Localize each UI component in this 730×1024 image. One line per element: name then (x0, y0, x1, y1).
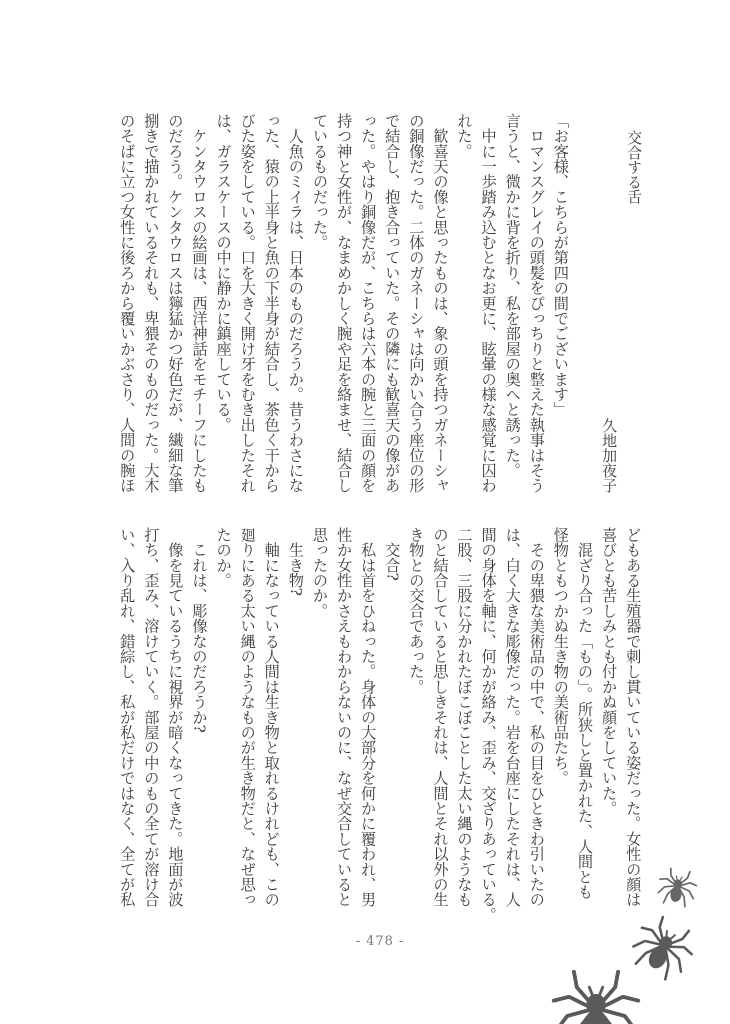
text-column: 喜びとも苦しみとも付かぬ顔をしていた。 (600, 527, 619, 816)
text-column: 交合? (383, 527, 402, 581)
text-column: 私は首をひねった。身体の大部分を何かに覆われ、男 (359, 527, 378, 907)
text-column: 軸になっている人間は生き物と取れるけれども、この (262, 527, 281, 907)
text-column: 像を見ているうちに視界が暗くなってきた。地面が波 (166, 527, 185, 907)
text-column: びた姿をしている。口を大きく開け牙をむき出したそれ (238, 113, 257, 493)
spider-icon (653, 865, 702, 914)
text-column: のそばに立つ女性に後ろから覆いかぶさり、人間の腕ほ (118, 113, 137, 493)
text-column: ているものだった。 (310, 113, 329, 250)
text-column: は、白く大きな彫像だった。岩を台座にしたそれは、人 (503, 527, 522, 907)
text-column: のだろう。ケンタウロスは獰猛かつ好色だが、繊細な筆 (166, 113, 185, 493)
story-title: 交合する舌 (625, 130, 643, 204)
text-column: 「お客様、こちらが第四の間でございます」 (551, 113, 570, 417)
text-column: 生き物? (286, 527, 305, 596)
spider-icon (548, 968, 644, 1024)
text-column: い、入り乱れ、錯綜し、私が私だけではなく、全てが私 (118, 527, 137, 907)
text-column: 捌きで描かれているそれも、卑猥そのものだった。大木 (142, 113, 161, 493)
text-column: 中に一歩踏み込むとなお更に、眩暈の様な感覚に囚わ (479, 113, 498, 493)
text-column: れた。 (455, 113, 474, 159)
text-column: たのか。 (214, 527, 233, 588)
text-column: ロマンスグレイの頭髪をぴっちりと整えた執事はそう (527, 113, 546, 493)
text-column: で結合し、抱き合っていた。その隣にも歓喜天の像があ (383, 113, 402, 493)
text-column: は、ガラスケースの中に静かに鎮座している。 (214, 113, 233, 433)
text-column: その卑猥な美術品の中で、私の目をひときわ引いたの (527, 527, 546, 907)
author-name: 久地加夜子 (600, 418, 619, 493)
upper-tier (115, 113, 645, 493)
text-column: 性か女性かさえもわからないのに、なぜ交合していると (335, 527, 354, 907)
text-column: き物との交合であった。 (407, 527, 426, 695)
text-column: のと結合していると思しきそれは、人間とそれ以外の生 (431, 527, 450, 907)
text-column: どもある生殖器で刺し貫いている姿だった。女性の顔は (624, 527, 643, 907)
text-column: 人魚のミイラは、日本のものだろうか。昔うわさにな (286, 113, 305, 493)
text-column: 怪物ともつかぬ生き物の美術品たち。 (551, 527, 570, 786)
text-column: 廻りにある太い縄のようなものが生き物だと、なぜ思っ (238, 527, 257, 907)
text-column: 二股、三股に分かれたぼこぼことした太い縄のようなも (455, 527, 474, 907)
text-column: 間の身体を軸に、何かが絡み、歪み、交ざりあっている。 (479, 527, 498, 923)
text-column: 混ざり合った「もの」。所狭しと置かれた、人間とも (576, 527, 594, 900)
page-number: - 478 - (355, 934, 405, 949)
text-column: ケンタウロスの絵画は、西洋神話をモチーフにしたも (190, 113, 209, 493)
blank-column (573, 113, 597, 493)
text-column: 言うと、微かに背を折り、私を部屋の奥へと誘った。 (503, 113, 522, 478)
text-column: の銅像だった。二体のガネーシャは向かい合う座位の形 (407, 113, 426, 493)
text-column: 思ったのか。 (310, 527, 329, 619)
text-column: った、猿の上半身と魚の下半身が結合し、茶色く干から (262, 113, 281, 493)
text-column: 歓喜天の像と思ったものは、象の頭を持つガネーシャ (431, 113, 450, 493)
lower-tier (115, 527, 645, 923)
text-column: これは、彫像なのだろうか? (190, 527, 209, 733)
text-column: 打ち、歪み、溶けていく。部屋の中のもの全てが溶け合 (142, 527, 161, 907)
text-column: 持つ神と女性が、なまめかしく腕や足を絡ませ、結合し (335, 113, 354, 493)
text-column: った。やはり銅像だが、こちらは六本の腕と三面の顔を (359, 113, 378, 493)
